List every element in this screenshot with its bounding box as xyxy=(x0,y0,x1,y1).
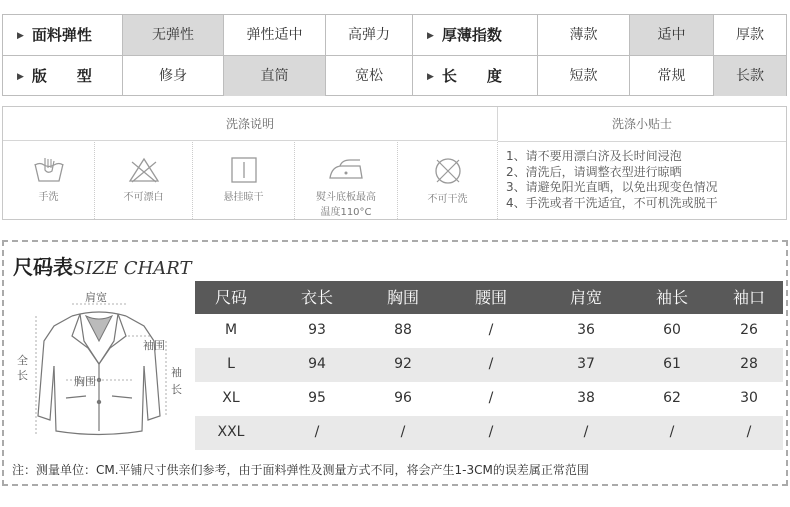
size-chart-title-en: SIZE CHART xyxy=(73,258,192,279)
table-cell: 38 xyxy=(577,390,595,406)
table-row xyxy=(195,382,783,416)
wash-label: 不可干洗 xyxy=(427,194,468,205)
attribute-row-fit xyxy=(3,56,786,96)
table-cell: 94 xyxy=(308,356,326,372)
wash-tip: 1、请不要用漂白济及长时间浸泡 xyxy=(506,149,682,163)
diagram-label-sleeve-width: 袖围 xyxy=(143,339,165,352)
table-row xyxy=(195,348,783,382)
wash-tip: 2、清洗后，请调整衣型进行晾晒 xyxy=(506,164,682,179)
size-table-header xyxy=(195,281,783,314)
attribute-label-text: 版 型 xyxy=(31,67,92,85)
table-cell: 96 xyxy=(394,390,412,406)
jacket-illustration xyxy=(14,286,184,446)
table-cell: / xyxy=(314,424,320,440)
wash-label: 不可漂白 xyxy=(123,192,164,203)
table-cell: / xyxy=(488,424,494,440)
header-cell: 腰围 xyxy=(474,288,507,307)
wash-instructions-header: 洗涤说明 xyxy=(3,107,498,141)
wash-label: 熨斗底板最高 xyxy=(316,192,376,203)
header-cell: 尺码 xyxy=(214,288,247,307)
option-medium-thick: 适中 xyxy=(630,15,714,55)
triangle-bullet-icon: ▶ xyxy=(427,71,434,82)
table-cell: 26 xyxy=(740,322,758,338)
wash-item-iron xyxy=(295,142,398,219)
iron-icon xyxy=(326,156,366,184)
attribute-table xyxy=(2,14,787,96)
no-dry-clean-icon xyxy=(431,156,465,186)
option-slim: 修身 xyxy=(123,56,224,96)
wash-item-no-dry-clean xyxy=(398,142,498,219)
size-chart-section xyxy=(2,240,788,486)
attribute-label-text: 长 度 xyxy=(441,67,502,85)
wash-label: 悬挂晾干 xyxy=(223,192,264,203)
option-loose: 宽松 xyxy=(326,56,413,96)
attribute-label-fit xyxy=(3,56,123,96)
hand-wash-icon xyxy=(32,156,66,184)
table-cell: L xyxy=(227,356,235,372)
table-cell: / xyxy=(746,424,752,440)
attribute-label-elasticity xyxy=(3,15,123,55)
table-cell: 95 xyxy=(308,390,326,406)
wash-section xyxy=(2,106,787,220)
table-cell: XXL xyxy=(217,424,245,440)
wash-tips-list xyxy=(506,149,786,211)
attribute-row-elasticity xyxy=(3,15,786,56)
table-cell: 37 xyxy=(577,356,595,372)
table-cell: / xyxy=(400,424,406,440)
triangle-bullet-icon: ▶ xyxy=(17,30,24,41)
diagram-label-length-bottom: 长 xyxy=(17,369,28,382)
option-short: 短款 xyxy=(538,56,630,96)
table-cell: 61 xyxy=(663,356,681,372)
hang-dry-icon xyxy=(227,156,261,184)
option-thin: 薄款 xyxy=(538,15,630,55)
header-cell: 袖口 xyxy=(732,288,765,307)
attribute-label-text: 厚薄指数 xyxy=(441,26,502,44)
table-cell: 62 xyxy=(663,390,681,406)
option-high-elastic: 高弹力 xyxy=(326,15,413,55)
table-cell: 36 xyxy=(577,322,595,338)
triangle-bullet-icon: ▶ xyxy=(17,71,24,82)
wash-tip: 3、请避免阳光直晒，以免出现变色情况 xyxy=(506,180,718,194)
table-row xyxy=(195,314,783,348)
table-cell: 93 xyxy=(308,322,326,338)
size-table xyxy=(195,281,783,450)
attribute-label-length xyxy=(413,56,538,96)
size-chart-title-cn: 尺码表 xyxy=(13,255,73,279)
wash-item-no-bleach xyxy=(95,142,193,219)
wash-label: 手洗 xyxy=(38,192,59,203)
attribute-label-text: 面料弹性 xyxy=(31,26,92,44)
option-medium-elastic: 弹性适中 xyxy=(224,15,326,55)
size-chart-note: 注：测量单位：CM.平铺尺寸供亲们参考，由于面料弹性及测量方式不同，将会产生1-3CM的误差属正常范围 xyxy=(12,463,589,477)
table-cell: / xyxy=(669,424,675,440)
table-row xyxy=(195,416,783,450)
table-cell: / xyxy=(488,322,494,338)
table-cell: 28 xyxy=(740,356,758,372)
option-straight: 直筒 xyxy=(224,56,326,96)
option-long: 长款 xyxy=(714,56,786,96)
table-cell: M xyxy=(224,322,238,338)
wash-item-hand-wash xyxy=(3,142,95,219)
table-cell: 88 xyxy=(394,322,412,338)
diagram-label-sleeve-bottom: 长 xyxy=(171,383,182,396)
table-cell: 92 xyxy=(394,356,412,372)
header-cell: 衣长 xyxy=(300,288,333,307)
wash-tips-header: 洗涤小贴士 xyxy=(498,107,786,142)
diagram-label-chest: 胸围 xyxy=(74,375,96,388)
option-thick: 厚款 xyxy=(736,27,764,43)
header-cell: 胸围 xyxy=(386,288,419,307)
no-bleach-icon xyxy=(127,156,161,184)
option-regular: 常规 xyxy=(630,56,714,96)
option-no-elastic: 无弹性 xyxy=(123,15,224,55)
attribute-label-thickness xyxy=(413,15,538,55)
wash-item-hang-dry xyxy=(193,142,295,219)
diagram-label-sleeve-top: 袖 xyxy=(171,366,182,379)
diagram-label-length-top: 全 xyxy=(17,354,28,367)
table-cell: / xyxy=(488,390,494,406)
size-chart-title xyxy=(13,251,192,280)
table-cell: 60 xyxy=(663,322,681,338)
table-cell: / xyxy=(583,424,589,440)
table-cell: 30 xyxy=(740,390,758,406)
table-cell: XL xyxy=(222,390,240,406)
header-cell: 肩宽 xyxy=(569,288,602,307)
wash-tip: 4、手洗或者干洗适宜，不可机洗或脱干 xyxy=(506,195,718,210)
wash-label-2: 温度110°C xyxy=(320,207,372,218)
diagram-label-shoulder: 肩宽 xyxy=(85,291,107,304)
triangle-bullet-icon: ▶ xyxy=(427,30,434,41)
jacket-measurement-diagram xyxy=(14,286,184,446)
header-cell: 袖长 xyxy=(655,288,688,307)
table-cell: / xyxy=(488,356,494,372)
